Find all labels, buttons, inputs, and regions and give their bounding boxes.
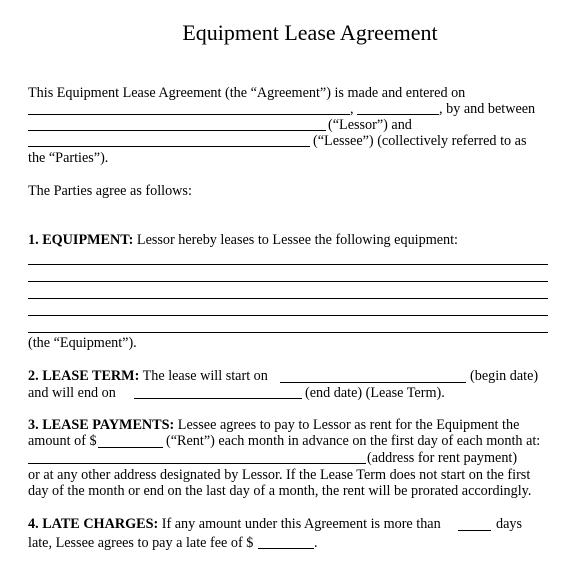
section-late-charges-text: If any amount under this Agreement is more than xyxy=(158,516,441,532)
payments-line-4: or at any other address designated by Lessor. If the Lease Term does not start on the first xyxy=(28,467,531,483)
parties-agree-text: The Parties agree as follows: xyxy=(28,183,192,199)
equipment-closing: (the “Equipment”). xyxy=(28,335,137,351)
section-lease-payments xyxy=(28,417,519,433)
intro-lessor: (“Lessor”) and xyxy=(328,117,412,133)
rent-address-blank[interactable] xyxy=(28,463,366,464)
section-late-charges-heading: 4. LATE CHARGES: xyxy=(28,516,159,532)
section-late-charges xyxy=(28,516,441,532)
equipment-line-4[interactable] xyxy=(28,315,548,316)
intro-parties: the “Parties”). xyxy=(28,150,109,166)
amount-of-label: amount of $ xyxy=(28,433,97,449)
section-lease-term xyxy=(28,368,268,384)
equipment-line-5[interactable] xyxy=(28,332,548,333)
equipment-line-1[interactable] xyxy=(28,264,548,265)
lessee-name-blank[interactable] xyxy=(28,146,310,147)
agreement-date-blank-2[interactable] xyxy=(357,114,439,115)
section-lease-term-heading: 2. LEASE TERM: xyxy=(28,368,140,384)
lessor-name-blank[interactable] xyxy=(28,130,326,131)
payments-line-5: day of the month or end on the last day of a month, the rent will be prorated accordingly. xyxy=(28,483,532,499)
intro-lessee: (“Lessee”) (collectively referred to as xyxy=(313,133,527,149)
agreement-date-blank-1[interactable] xyxy=(28,114,350,115)
rent-amount-blank[interactable] xyxy=(98,447,163,448)
late-days-blank[interactable] xyxy=(458,530,491,531)
begin-date-blank[interactable] xyxy=(280,382,466,383)
equipment-line-3[interactable] xyxy=(28,298,548,299)
document-title: Equipment Lease Agreement xyxy=(182,20,438,45)
end-date-intro: and will end on xyxy=(28,385,116,401)
late-fee-blank[interactable] xyxy=(258,548,314,549)
end-date-label: (end date) (Lease Term). xyxy=(305,385,445,401)
intro-by-and-between: , by and between xyxy=(439,101,536,117)
address-label: (address for rent payment) xyxy=(367,450,518,466)
equipment-line-2[interactable] xyxy=(28,281,548,282)
late-fee-period: . xyxy=(314,535,318,551)
section-lease-payments-text: Lessee agrees to pay to Lessor as rent for the Equipment the xyxy=(174,417,520,433)
rent-text: (“Rent”) each month in advance on the first day of each month at: xyxy=(166,433,541,449)
days-label: days xyxy=(496,516,523,532)
late-fee-text: late, Lessee agrees to pay a late fee of $ xyxy=(28,535,254,551)
section-equipment xyxy=(28,232,458,248)
section-equipment-text: Lessor hereby leases to Lessee the following equipment: xyxy=(133,232,459,248)
section-lease-payments-heading: 3. LEASE PAYMENTS: xyxy=(28,417,175,433)
section-equipment-heading: 1. EQUIPMENT: xyxy=(28,232,134,248)
end-date-blank[interactable] xyxy=(134,398,302,399)
intro-line-1: This Equipment Lease Agreement (the “Agreement”) is made and entered on xyxy=(28,85,466,101)
begin-date-label: (begin date) xyxy=(470,368,539,384)
section-lease-term-text: The lease will start on xyxy=(139,368,268,384)
intro-comma: , xyxy=(350,101,354,117)
